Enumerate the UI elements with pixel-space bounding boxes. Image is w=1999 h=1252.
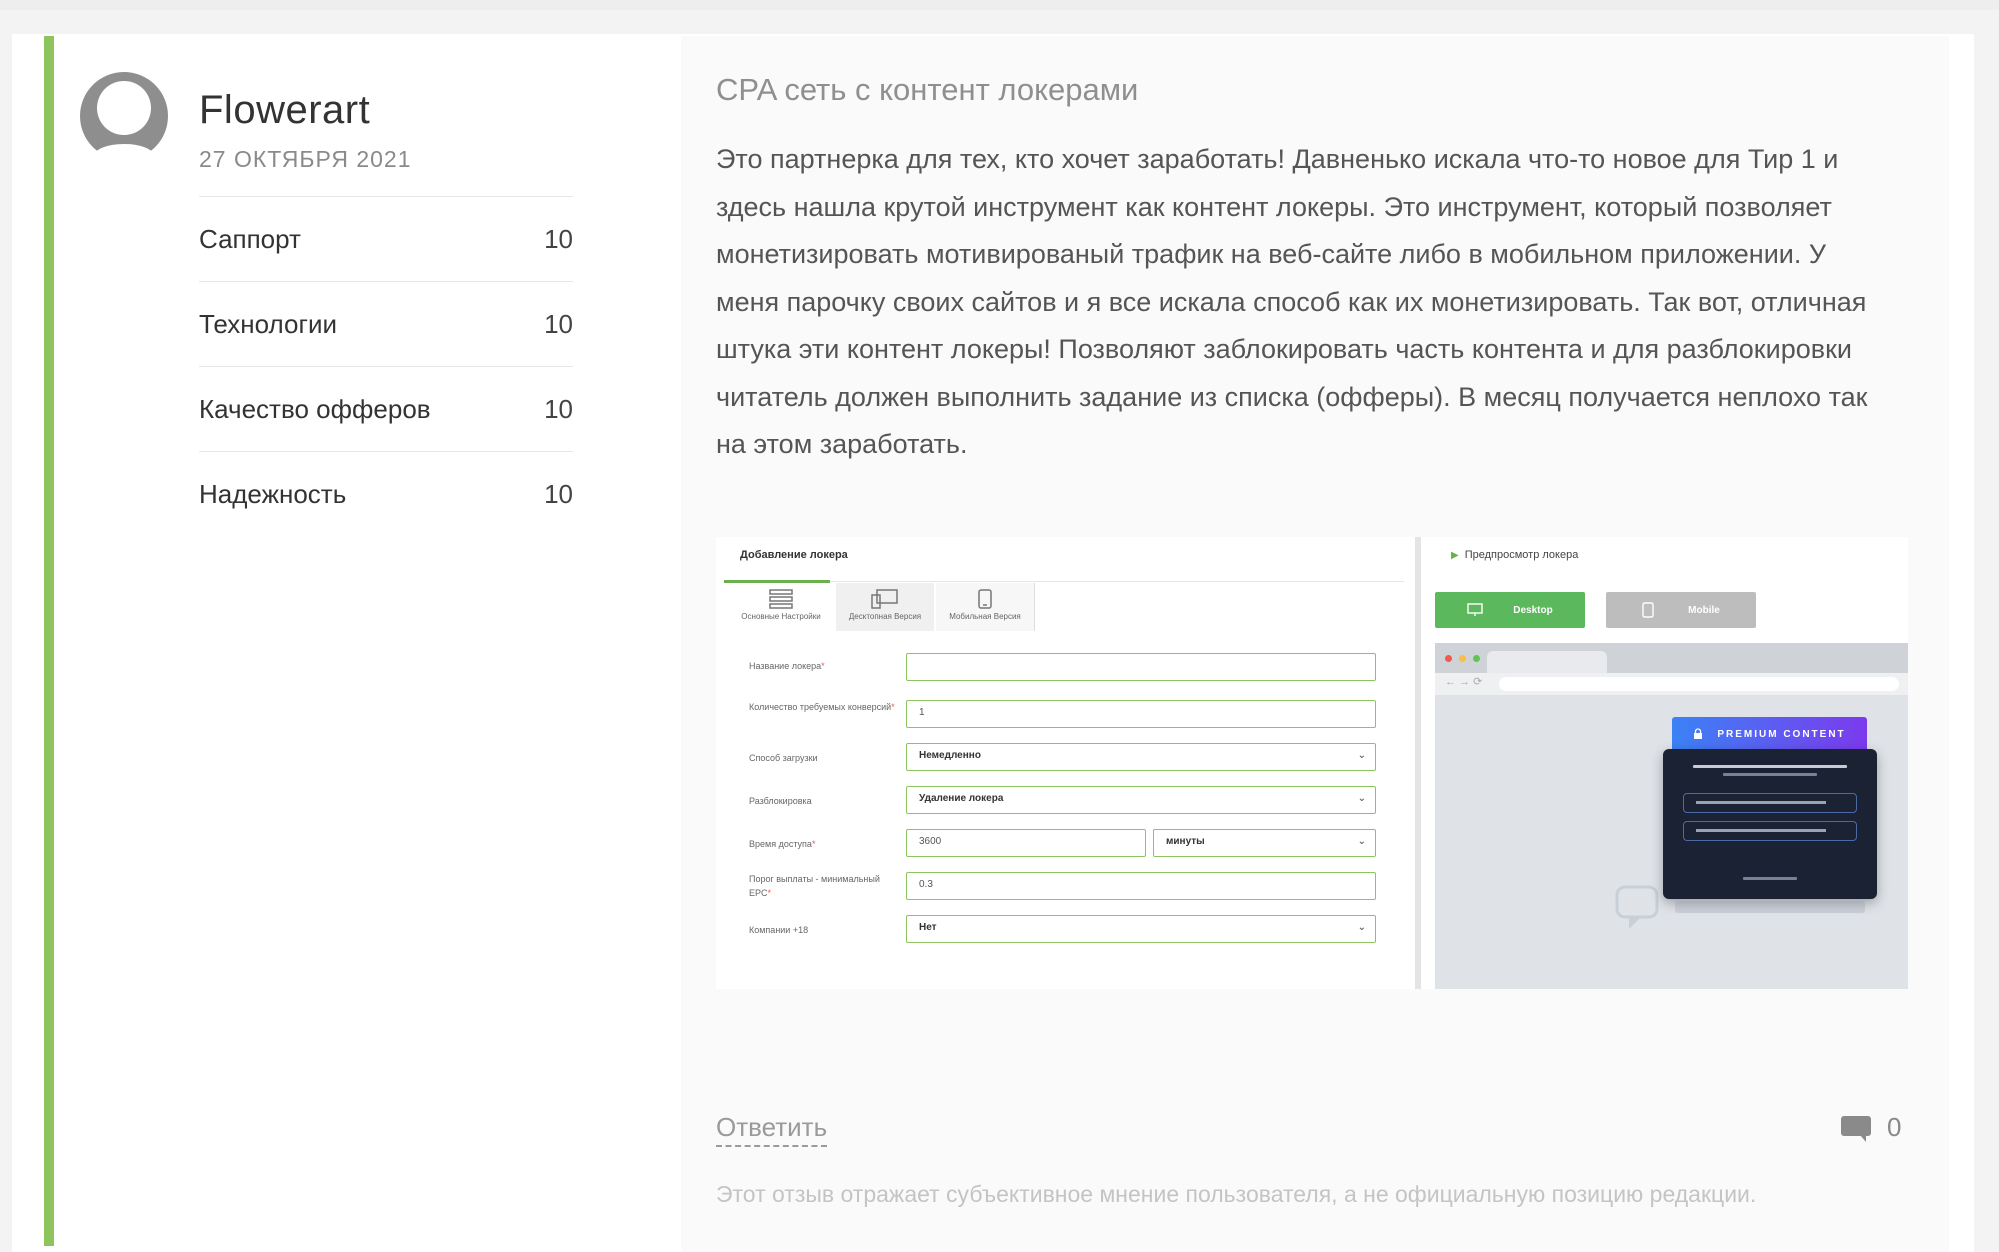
access-time-input[interactable]: 3600 (906, 829, 1146, 857)
rating-row-reliability (199, 451, 573, 536)
desktop-icon (871, 589, 899, 609)
locker-name-input[interactable] (906, 653, 1376, 681)
rating-value: 10 (544, 308, 573, 339)
watermark-logo-icon (1615, 883, 1875, 933)
nav-arrows-icon: ← → ⟳ (1445, 676, 1483, 688)
mobile-button[interactable] (1606, 592, 1756, 628)
conversions-input[interactable]: 1 (906, 700, 1376, 728)
chevron-down-icon: ⌄ (1357, 922, 1366, 933)
play-icon: ▶ (1451, 550, 1459, 561)
rating-value: 10 (544, 478, 573, 509)
maximize-dot-icon (1473, 655, 1480, 662)
load-method-select[interactable] (906, 743, 1376, 771)
browser-tab (1487, 651, 1607, 673)
field-label: Порог выплаты - минимальный EPC (749, 874, 880, 898)
button-label: Mobile (1688, 604, 1720, 616)
review-date: 27 ОКТЯБРЯ 2021 (199, 146, 412, 172)
select-value: Немедленно (919, 750, 981, 761)
field-row-access-time: Время доступа* 3600 минуты ⌄ (749, 829, 1409, 861)
field-row-load-method (749, 743, 1409, 775)
rating-value: 10 (544, 223, 573, 254)
lock-icon (1693, 728, 1703, 740)
locker-form-title: Добавление локера (740, 549, 848, 561)
offer-item[interactable] (1683, 821, 1857, 841)
select-value: Удаление локера (919, 793, 1004, 804)
premium-content-box (1663, 749, 1877, 899)
field-label: Название локера (749, 661, 822, 671)
accent-bar (44, 36, 54, 1246)
tab-label: Десктопная Версия (848, 612, 922, 621)
rating-label: Надежность (199, 478, 347, 509)
button-label: Desktop (1513, 604, 1553, 616)
monitor-icon (1467, 603, 1483, 617)
preview-title: ▶ Предпросмотр локера (1451, 549, 1579, 561)
offer-item[interactable] (1683, 793, 1857, 813)
ratings-list (199, 196, 573, 536)
rating-row-support (199, 196, 573, 281)
review-title: CPA сеть с контент локерами (716, 72, 1139, 107)
chevron-down-icon: ⌄ (1357, 750, 1366, 761)
access-unit-select[interactable] (1153, 829, 1376, 857)
phone-icon (1642, 602, 1654, 618)
tab-label: Мобильная Версия (949, 612, 1021, 621)
review-text: Это партнерка для тех, кто хочет заработать! Давненько искала что-то новое для Тир 1 и здесь нашла крутой инструмент как контент локеры. Это инструмент, который позволяет монетизировать мотивированый трафик на веб-сайте либо в мобильном приложении. У меня парочку своих сайтов и я все искала способ как их монетизировать. Так вот, отличная штука эти контент локеры! Позволяют заблокировать часть контента и для разблокировки читатель должен выполнить задание из списка (офферы). В месяц получается неплохо так на этом заработать. (716, 144, 1868, 459)
payout-input[interactable]: 0.3 (906, 872, 1376, 900)
unlock-select[interactable] (906, 786, 1376, 814)
tab-desktop-version[interactable] (836, 583, 934, 631)
disclaimer-text: Этот отзыв отражает субъективное мнение пользователя, а не официальную позицию редакции. (716, 1181, 1757, 1207)
locker-form-panel (716, 537, 1415, 989)
premium-content-header: PREMIUM CONTENT (1672, 717, 1867, 751)
tab-label: Основные Настройки (741, 612, 821, 621)
field-row-conversions: Количество требуемых конверсий* 1 (749, 700, 1409, 732)
field-row-payout: Порог выплаты - минимальный EPC* 0.3 (749, 872, 1409, 904)
rating-label: Качество офферов (199, 393, 431, 424)
select-value: Нет (919, 922, 937, 933)
avatar-icon (78, 70, 170, 162)
comment-count: 0 (1887, 1112, 1902, 1142)
settings-icon (769, 589, 793, 609)
close-dot-icon (1445, 655, 1452, 662)
field-label: Время доступа (749, 839, 812, 849)
field-label: Количество требуемых конверсий (749, 702, 892, 712)
locker-preview-panel (1421, 537, 1908, 989)
browser-address-bar (1435, 673, 1908, 695)
review-screenshot[interactable] (716, 537, 1908, 989)
minimize-dot-icon (1459, 655, 1466, 662)
chevron-down-icon: ⌄ (1357, 793, 1366, 804)
adult-select[interactable] (906, 915, 1376, 943)
desktop-button[interactable] (1435, 592, 1585, 628)
tab-basic-settings[interactable] (728, 583, 834, 631)
select-value: минуты (1166, 836, 1205, 847)
field-row-unlock (749, 786, 1409, 818)
mobile-icon (978, 589, 992, 609)
rating-row-technologies (199, 281, 573, 366)
field-label: Способ загрузки (749, 753, 818, 763)
browser-mockup (1435, 643, 1908, 989)
field-label: Разблокировка (749, 796, 812, 806)
author-name: Flowerart (199, 88, 371, 132)
field-row-adult (749, 915, 1409, 947)
field-row-locker-name: Название локера* (749, 659, 1409, 691)
tab-mobile-version[interactable] (936, 583, 1035, 631)
field-label: Компании +18 (749, 925, 809, 935)
reply-link[interactable]: Ответить (716, 1112, 827, 1147)
rating-label: Технологии (199, 308, 338, 339)
rating-value: 10 (544, 393, 573, 424)
rating-row-offer-quality (199, 366, 573, 451)
page-top-strip (0, 0, 1999, 10)
chevron-down-icon: ⌄ (1357, 836, 1366, 847)
comment-icon[interactable] (1840, 1115, 1872, 1143)
rating-label: Саппорт (199, 223, 301, 254)
